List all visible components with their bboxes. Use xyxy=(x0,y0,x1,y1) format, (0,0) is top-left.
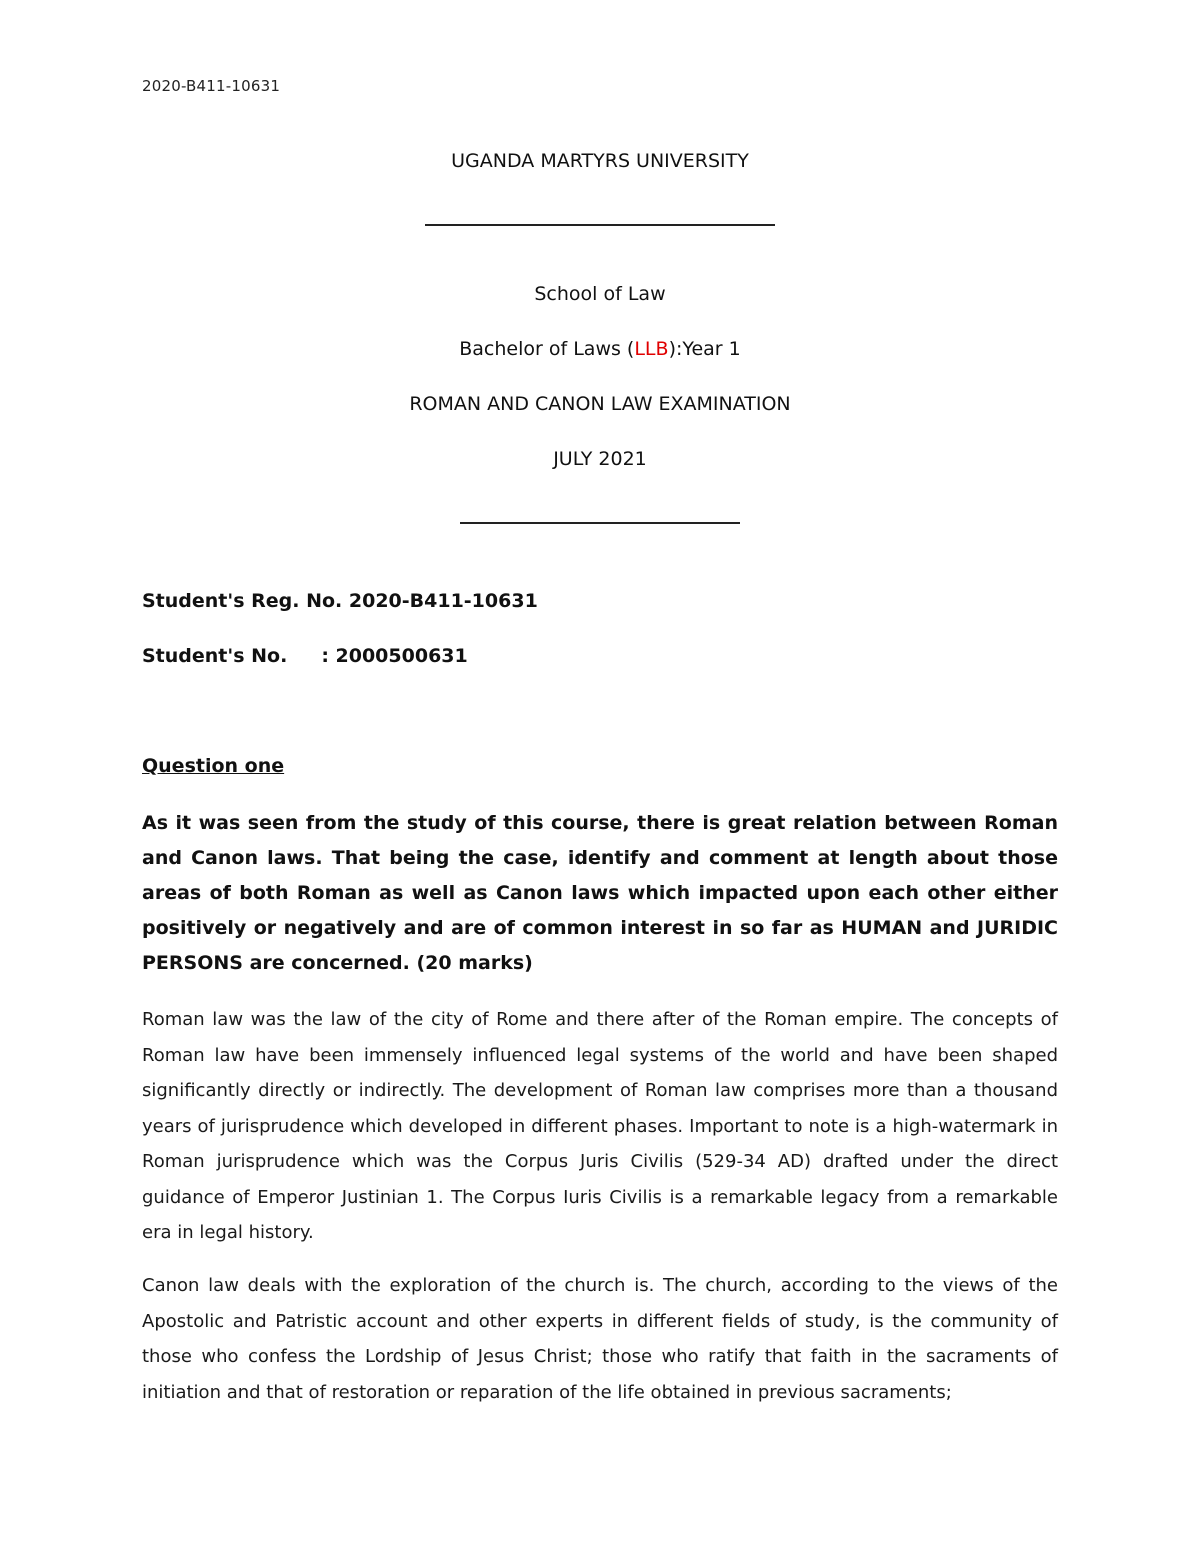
student-details xyxy=(142,586,538,696)
title-block xyxy=(142,146,1058,577)
programme-line xyxy=(142,334,1058,389)
question-heading: Question one xyxy=(142,755,285,777)
title-divider-top xyxy=(142,224,1058,279)
question-text: As it was seen from the study of this course, there is great relation between Roman and Canon laws. That being the case, identify and comment at length about those areas of both Roman as well as Canon laws which impacted upon each other either positively or negatively and are of common interest in so far as HUMAN and JURIDIC PERSONS are concerned. (20 marks) xyxy=(142,812,1058,974)
school-name: School of Law xyxy=(534,283,666,305)
student-no-row xyxy=(142,641,538,696)
student-no-label: Student's No. xyxy=(142,645,288,667)
programme-prefix: Bachelor of Laws ( xyxy=(459,338,635,360)
title-divider-bottom xyxy=(142,522,1058,577)
answer-paragraph: Roman law was the law of the city of Rome and there after of the Roman empire. The concepts of Roman law have been immensely influenced legal systems of the world and have been shaped significantly directly or indirectly. The development of Roman law comprises more than a thousand years of jurisprudence which developed in different phases. Important to note is a high-watermark in Roman jurisprudence which was the Corpus Juris Civilis (529-34 AD) drafted under the direct guidance of Emperor Justinian 1. The Corpus Iuris Civilis is a remarkable legacy from a remarkable era in legal history. xyxy=(142,1009,1058,1243)
student-reg-row xyxy=(142,586,538,641)
divider-line xyxy=(425,224,775,226)
divider-line xyxy=(460,522,740,524)
answer-paragraph: Canon law deals with the exploration of the church is. The church, according to the views of the Apostolic and Patristic account and other experts in different fields of study, is the community of those who confess the Lordship of Jesus Christ; those who ratify that faith in the sacraments of initiation and that of restoration or reparation of the life obtained in previous sacraments; xyxy=(142,1275,1058,1403)
student-reg-label: Student's Reg. No. xyxy=(142,590,343,612)
student-reg-value: 2020-B411-10631 xyxy=(348,590,538,612)
university-name: UGANDA MARTYRS UNIVERSITY xyxy=(451,150,749,172)
student-no-value: : 2000500631 xyxy=(321,645,468,667)
exam-title: ROMAN AND CANON LAW EXAMINATION xyxy=(409,393,791,415)
exam-date: JULY 2021 xyxy=(553,448,647,470)
programme-abbrev: LLB xyxy=(634,338,669,360)
page-header-id: 2020-B411-10631 xyxy=(142,77,281,95)
programme-suffix: ):Year 1 xyxy=(668,338,741,360)
